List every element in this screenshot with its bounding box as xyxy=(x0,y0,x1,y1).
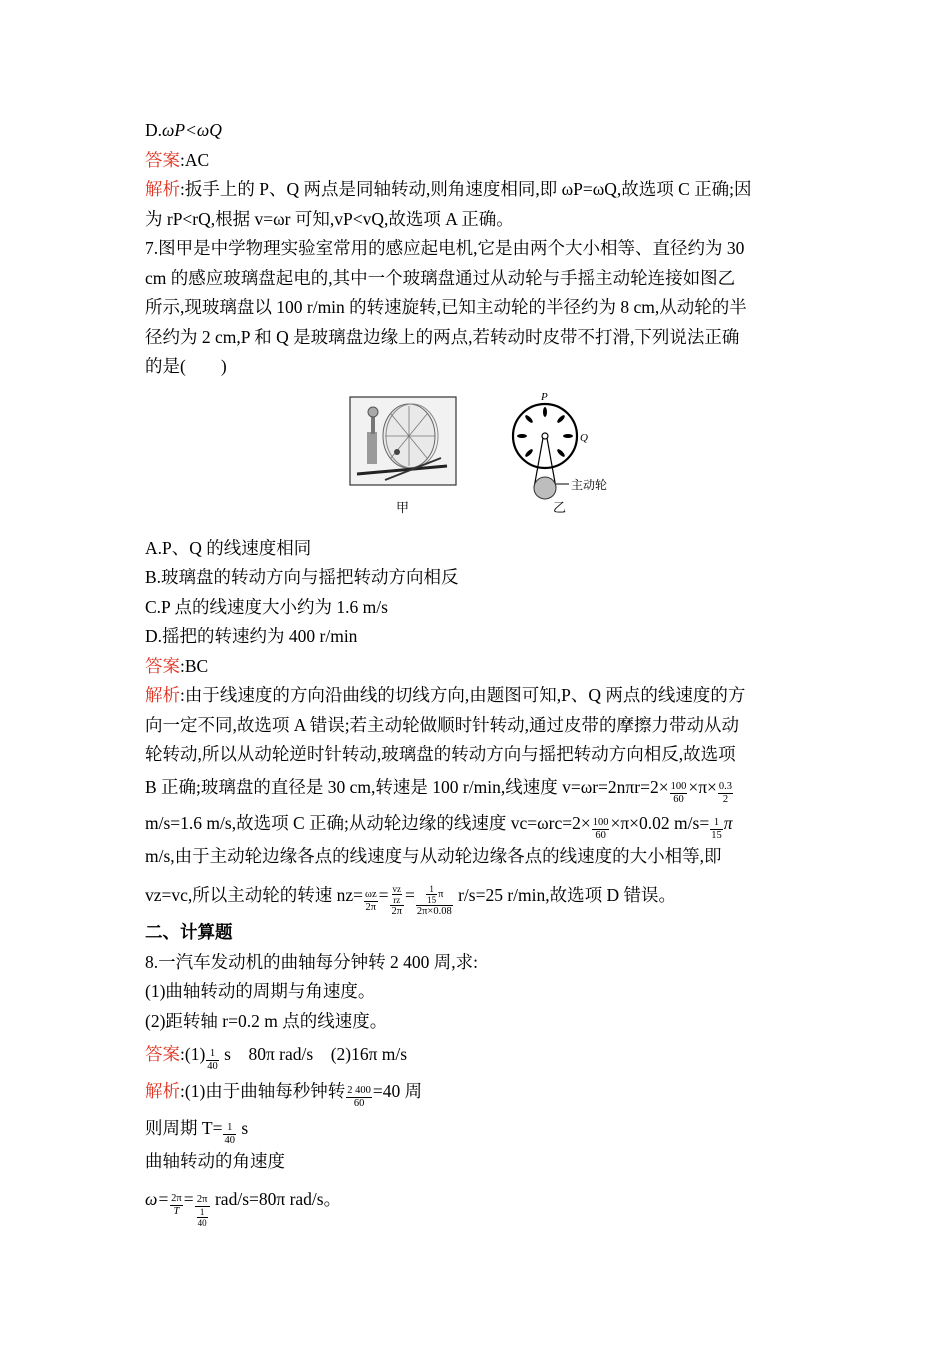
numerator: 1 xyxy=(710,817,723,830)
numerator: 2π xyxy=(171,1192,182,1204)
explanation-2-line-7 xyxy=(145,873,815,918)
figure-area xyxy=(145,388,815,530)
option-a: A.P、Q 的线速度相同 xyxy=(145,537,312,558)
answer-3 xyxy=(145,1036,815,1073)
numerator: 1 xyxy=(223,1122,236,1135)
explanation-3-line-1 xyxy=(145,1073,815,1110)
nested-fraction xyxy=(426,884,437,905)
question-8-line-2: (1)曲轴转动的周期与角速度。 xyxy=(145,981,376,1001)
explanation-text: :扳手上的 P、Q 两点是同轴转动,则角速度相同,即 ωP=ωQ,故选项 C 正确;因 xyxy=(180,179,752,199)
formula-text: rad/s=80π rad/s。 xyxy=(210,1188,342,1209)
formula-text: π xyxy=(723,812,733,833)
numerator: 100 xyxy=(592,816,609,828)
label-q: Q xyxy=(580,431,588,444)
equals-sign: = xyxy=(378,885,389,905)
label-p: P xyxy=(541,390,548,403)
option-c: C.P 点的线速度大小约为 1.6 m/s xyxy=(145,596,388,617)
explanation-1-line-2: 为 rP<rQ,根据 v=ωr 可知,vP<vQ,故选项 A 正确。 xyxy=(145,208,514,229)
figure-jia-machine xyxy=(349,396,459,488)
denominator: 40 xyxy=(224,1135,235,1146)
explanation-label: 解析 xyxy=(145,685,180,705)
equals-sign: = xyxy=(405,885,415,905)
label-driver-wheel: 主动轮 xyxy=(571,477,608,492)
formula-text: 则周期 T= xyxy=(145,1118,223,1138)
fraction xyxy=(670,781,688,806)
numerator xyxy=(390,884,405,906)
answer-value: :AC xyxy=(180,149,210,170)
denominator xyxy=(195,1207,210,1228)
option-d-prefix: D. xyxy=(145,120,163,140)
explanation-text: :(1)由于曲轴每秒钟转 xyxy=(180,1081,346,1101)
fraction xyxy=(346,1085,372,1110)
denominator: 60 xyxy=(673,793,684,805)
denominator: 15 xyxy=(711,829,722,841)
formula-text: s xyxy=(236,1118,249,1138)
formula-text: ω= xyxy=(145,1188,170,1209)
figure-yi-caption: 乙 xyxy=(553,499,567,515)
option-d-math: ωP<ωQ xyxy=(162,120,222,140)
formula-text: ×π× xyxy=(688,776,717,797)
explanation-2-line-3: 轮转动,所以从动轮逆时针转动,玻璃盘的转动方向与摇把转动方向相反,故选项 xyxy=(145,744,736,764)
formula-text: vz=vc,所以主动轮的转速 nz= xyxy=(145,885,364,905)
denominator: T xyxy=(173,1205,180,1217)
document-page xyxy=(145,116,815,1228)
fraction xyxy=(416,884,453,918)
numerator: 1 xyxy=(197,1207,208,1218)
fraction xyxy=(390,884,405,918)
answer-2 xyxy=(145,652,815,682)
figure-jia-caption: 甲 xyxy=(396,499,410,515)
numerator: 2π xyxy=(195,1194,210,1207)
formula-text: r/s=25 r/min,故选项 D 错误。 xyxy=(453,885,677,905)
question-7-line-2: cm 的感应玻璃盘起电的,其中一个玻璃盘通过从动轮与手摇主动轮连接如图乙 xyxy=(145,267,736,288)
fraction xyxy=(718,781,733,806)
fraction xyxy=(364,889,378,914)
explanation-text: :由于线速度的方向沿曲线的切线方向,由题图可知,P、Q 两点的线速度的方 xyxy=(180,685,746,705)
numerator: 1 xyxy=(426,884,437,895)
question-8-line-3: (2)距转轴 r=0.2 m 点的线速度。 xyxy=(145,1010,388,1031)
option-d: D.摇把的转速约为 400 r/min xyxy=(145,626,358,646)
answer-value: :BC xyxy=(180,655,209,676)
numerator: vz xyxy=(392,884,401,894)
denominator: rz xyxy=(393,895,401,905)
formula-text: B 正确;玻璃盘的直径是 30 cm,转速是 100 r/min,线速度 v=ωr=2nπr=2× xyxy=(145,776,669,797)
numerator: ωz xyxy=(365,889,377,900)
answer-label: 答案 xyxy=(145,655,180,676)
explanation-label: 解析 xyxy=(145,1081,180,1101)
denominator: 15 xyxy=(427,895,437,905)
answer-label: 答案 xyxy=(145,1044,180,1064)
fraction xyxy=(170,1193,183,1218)
numerator: 1 xyxy=(206,1048,219,1061)
option-d-prev xyxy=(145,116,815,146)
explanation-label: 解析 xyxy=(145,179,180,199)
denominator: 2 xyxy=(722,793,729,805)
option-b: B.玻璃盘的转动方向与摇把转动方向相反 xyxy=(145,567,459,587)
question-7-line-1: 7.图甲是中学物理实验室常用的感应起电机,它是由两个大小相等、直径约为 30 xyxy=(145,238,745,258)
explanation-1-line-1 xyxy=(145,175,815,205)
equals-sign: = xyxy=(183,1188,194,1209)
nested-fraction xyxy=(392,884,403,905)
answer-label: 答案 xyxy=(145,149,180,170)
fraction xyxy=(710,817,723,842)
explanation-text: =40 周 xyxy=(372,1081,423,1101)
denominator: 2π×0.08 xyxy=(416,906,452,917)
explanation-3-line-4 xyxy=(145,1177,815,1228)
fraction xyxy=(592,817,610,842)
denominator: 60 xyxy=(595,829,606,841)
question-7-line-3: 所示,现玻璃盘以 100 r/min 的转速旋转,已知主动轮的半径约为 8 cm,从动轮的半 xyxy=(145,297,747,317)
explanation-2-line-4 xyxy=(145,770,815,806)
denominator: 2π xyxy=(391,906,403,917)
fraction xyxy=(223,1122,236,1147)
explanation-3-line-2 xyxy=(145,1110,815,1147)
answer-text: :(1) xyxy=(180,1044,206,1064)
formula-text: m/s=1.6 m/s,故选项 C 正确;从动轮边缘的线速度 vc=ωrc=2× xyxy=(145,812,591,833)
explanation-2-line-5 xyxy=(145,806,815,842)
answer-1 xyxy=(145,146,815,176)
explanation-2-line-1 xyxy=(145,681,815,711)
question-7-line-4: 径约为 2 cm,P 和 Q 是玻璃盘边缘上的两点,若转动时皮带不打滑,下列说法正确 xyxy=(145,326,740,347)
numerator: 0.3 xyxy=(718,780,733,792)
denominator: 2π xyxy=(365,902,377,913)
explanation-3-line-3: 曲轴转动的角速度 xyxy=(145,1151,285,1171)
figure-yi-diagram xyxy=(497,388,647,510)
nested-fraction xyxy=(197,1207,208,1228)
denominator: 60 xyxy=(353,1098,365,1109)
denominator: 40 xyxy=(197,1217,207,1228)
numerator: 2 400 xyxy=(347,1085,371,1096)
numerator: 100 xyxy=(670,780,687,792)
formula-text: ×π×0.02 m/s= xyxy=(610,812,710,833)
numerator xyxy=(416,884,453,906)
fraction xyxy=(195,1194,210,1228)
question-8-line-1: 8.一汽车发动机的曲轴每分钟转 2 400 周,求: xyxy=(145,951,478,972)
answer-text: s 80π rad/s (2)16π m/s xyxy=(219,1044,408,1064)
explanation-2-line-6: m/s,由于主动轮边缘各点的线速度与从动轮边缘各点的线速度的大小相等,即 xyxy=(145,845,722,866)
question-7-line-5: 的是( ) xyxy=(145,356,227,376)
denominator: 40 xyxy=(207,1061,218,1072)
pi-symbol: π xyxy=(438,889,444,900)
explanation-2-line-2: 向一定不同,故选项 A 错误;若主动轮做顺时针转动,通过皮带的摩擦力带动从动 xyxy=(145,714,740,735)
fraction xyxy=(206,1048,219,1073)
section-heading: 二、计算题 xyxy=(145,922,233,942)
